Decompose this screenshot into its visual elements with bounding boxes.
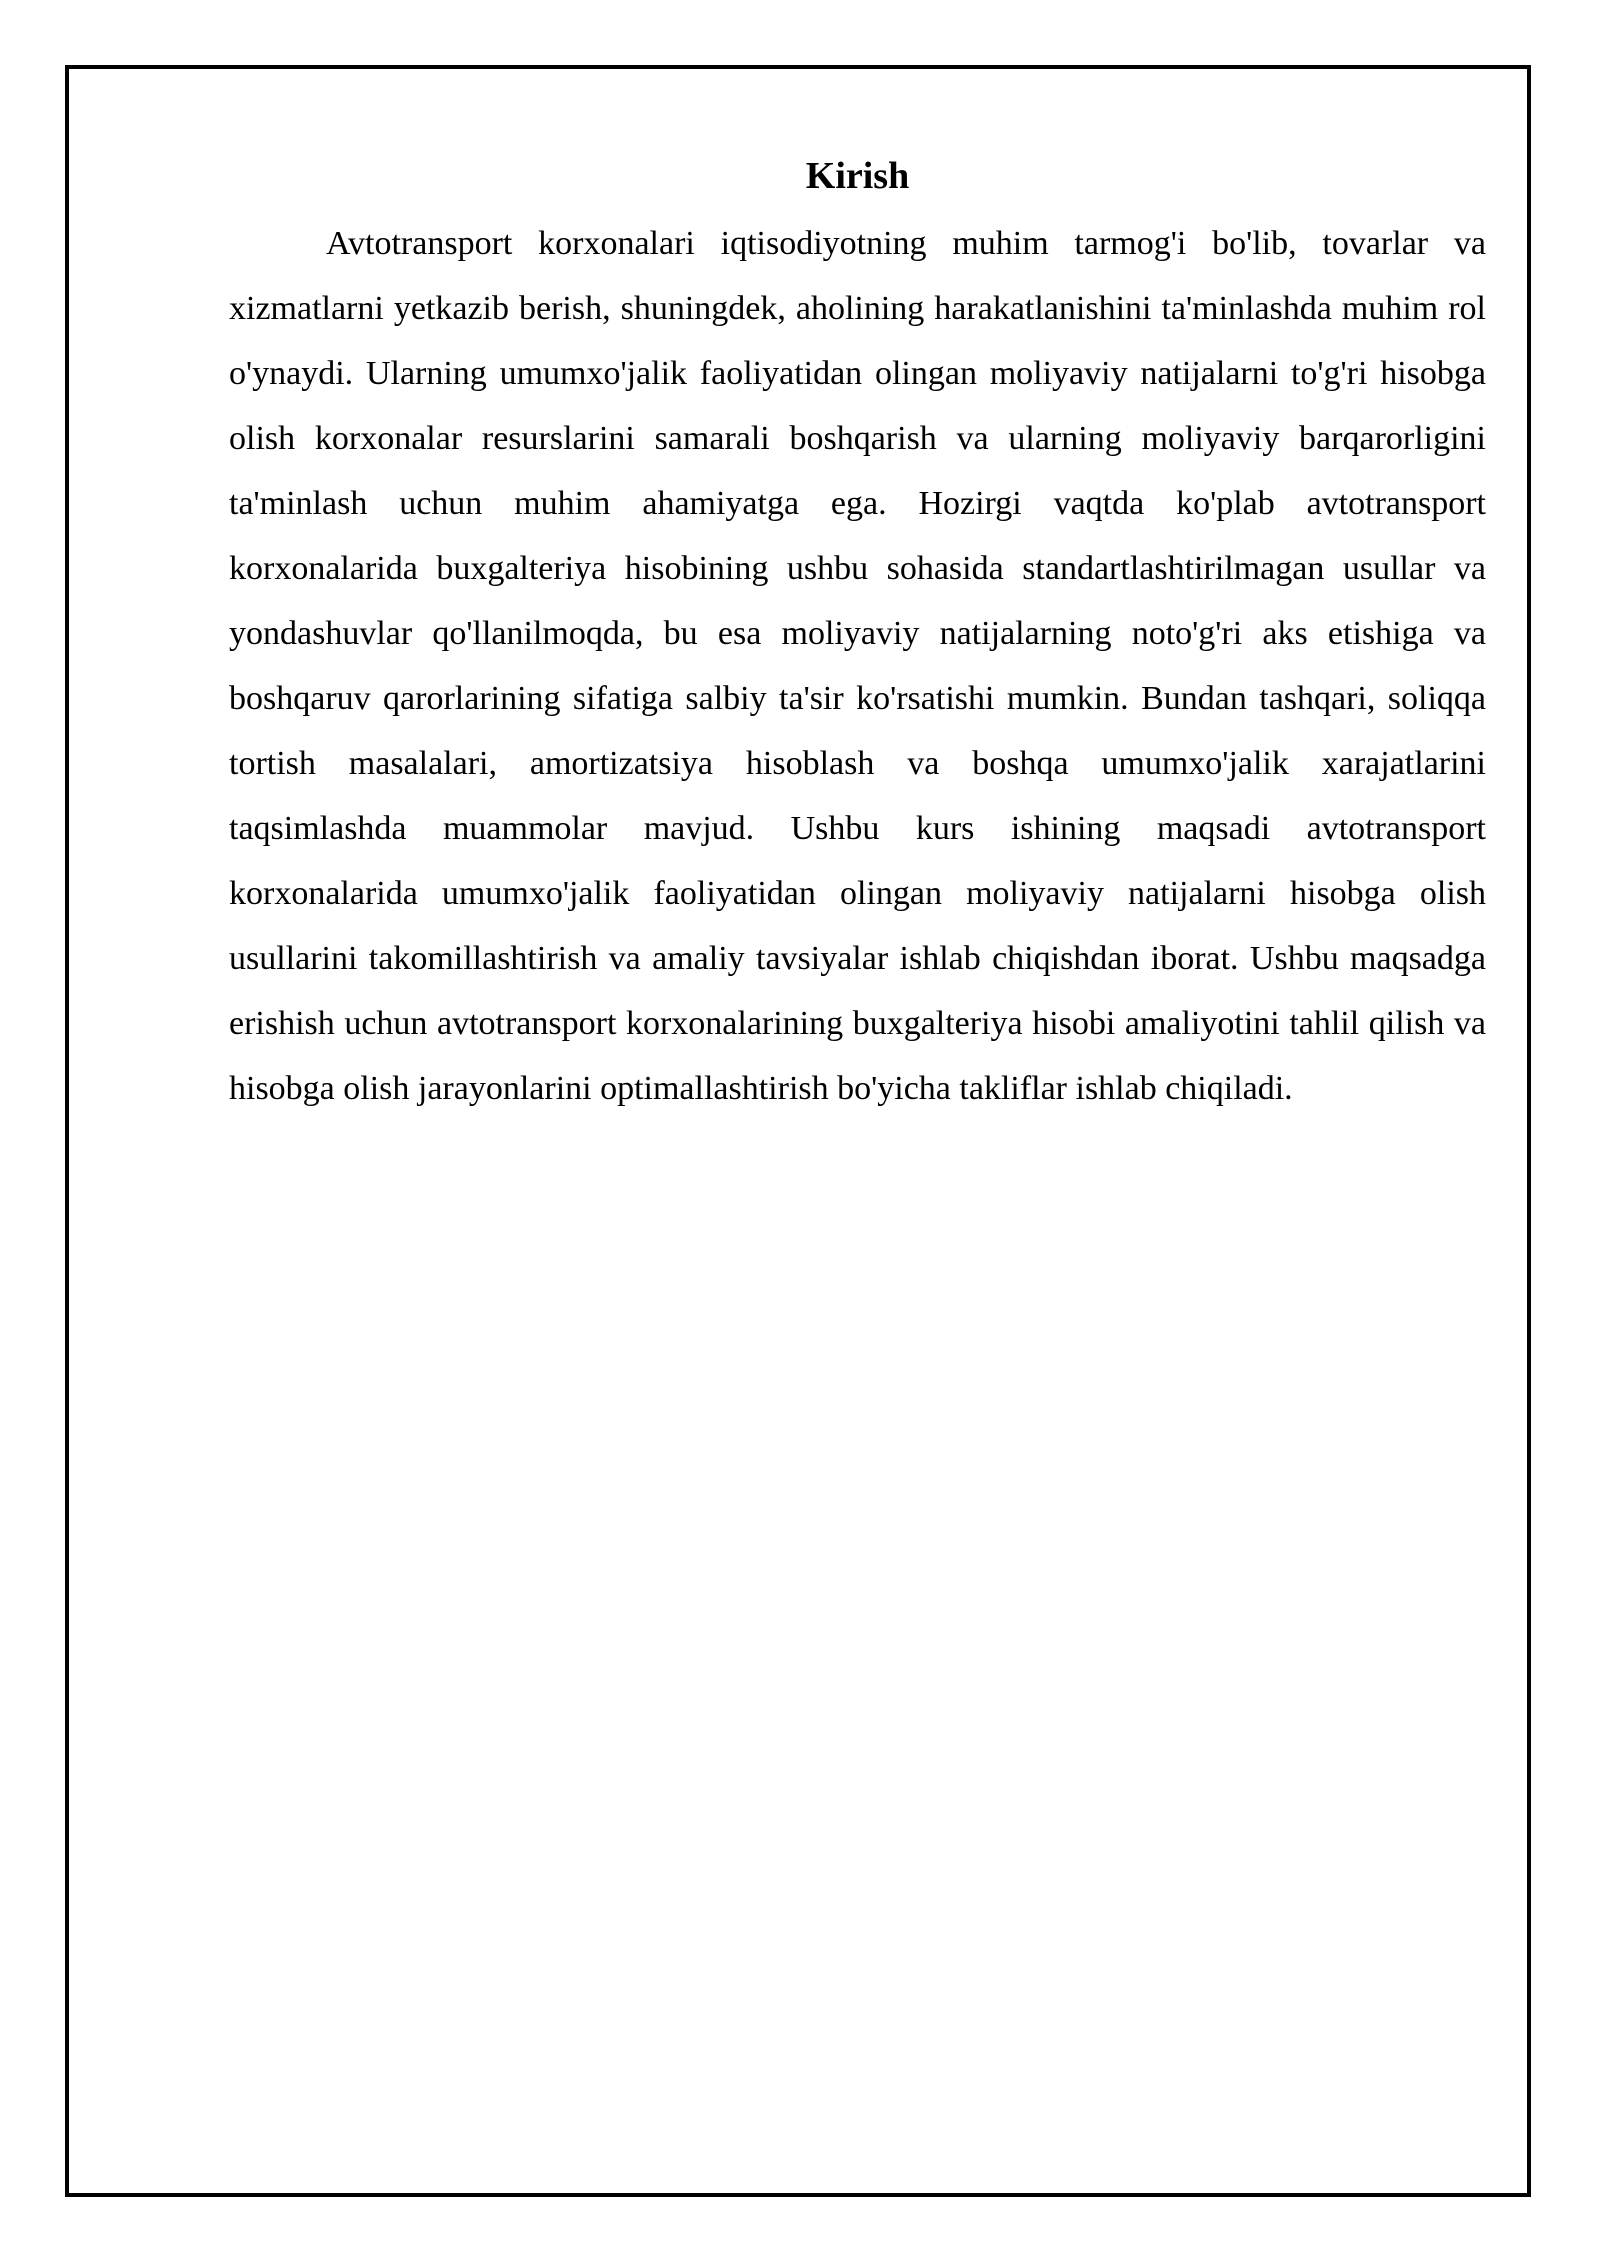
- page-title: Kirish: [805, 155, 910, 197]
- document-body: [229, 150, 1486, 1121]
- body-paragraph: Avtotransport korxonalari iqtisodiyotning muhim tarmog'i bo'lib, tovarlar va xizmatlarni yetkazib berish, shuningdek, aholining harakatlanishini ta'minlashda muhim rol o'ynaydi. Ularning umumxo'jalik faoliyatidan olingan moliyaviy natijalarni to'g'ri hisobga olish korxonalar resurslarini samarali boshqarish va ularning moliyaviy barqarorligini ta'minlash uchun muhim ahamiyatga ega. Hozirgi vaqtda ko'plab avtotransport korxonalarida buxgalteriya hisobining ushbu sohasida standartlashtirilmagan usullar va yondashuvlar qo'llanilmoqda, bu esa moliyaviy natijalarning noto'g'ri aks etishiga va boshqaruv qarorlarining sifatiga salbiy ta'sir ko'rsatishi mumkin. Bundan tashqari, soliqqa tortish masalalari, amortizatsiya hisoblash va boshqa umumxo'jalik xarajatlarini taqsimlashda muammolar mavjud. Ushbu kurs ishining maqsadi avtotransport korxonalarida umumxo'jalik faoliyatidan olingan moliyaviy natijalarni hisobga olish usullarini takomillashtirish va amaliy tavsiyalar ishlab chiqishdan iborat. Ushbu maqsadga erishish uchun avtotransport korxonalarining buxgalteriya hisobi amaliyotini tahlil qilish va hisobga olish jarayonlarini optimallashtirish bo'yicha takliflar ishlab chiqiladi.: [229, 225, 1486, 1107]
